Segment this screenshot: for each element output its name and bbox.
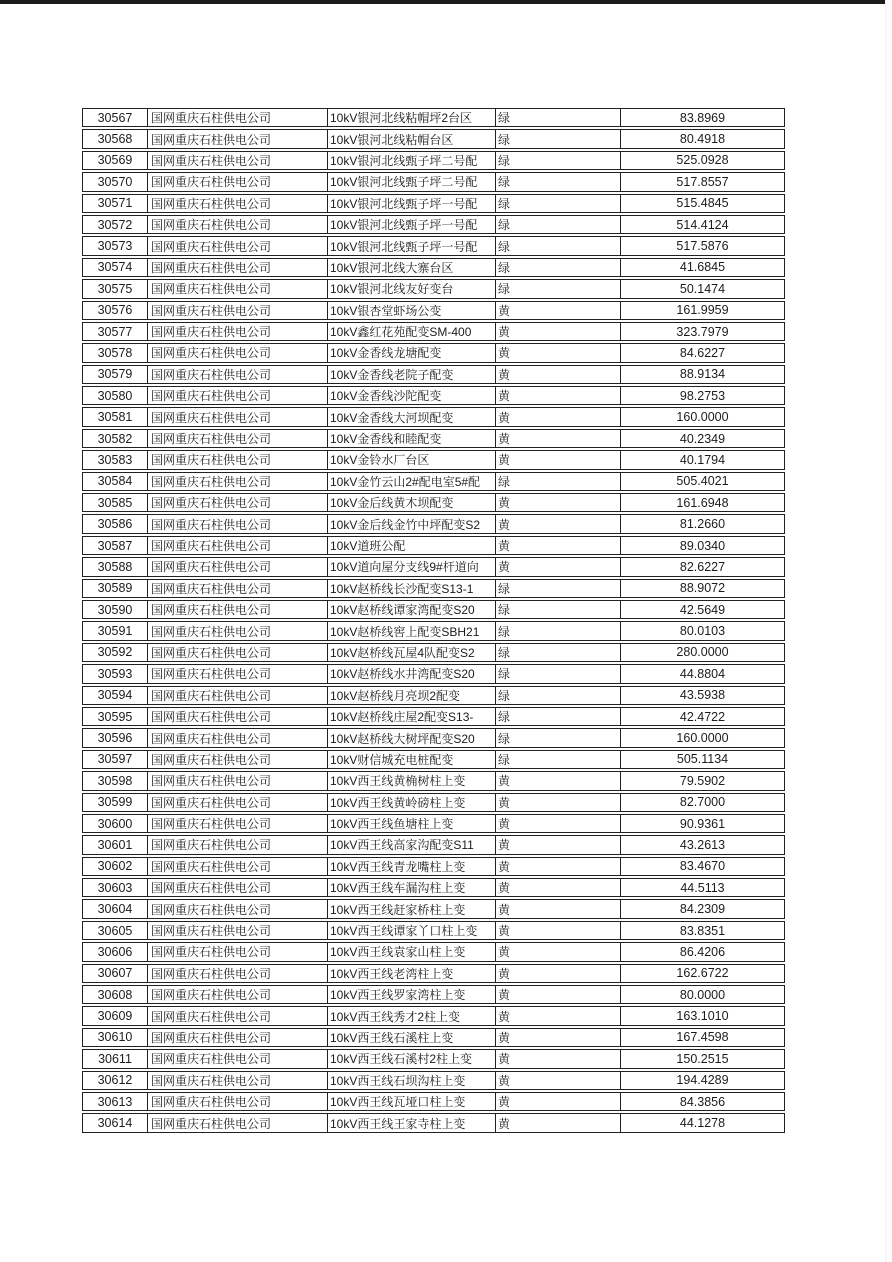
cell-status: 黄 bbox=[495, 451, 620, 468]
cell-value: 50.1474 bbox=[620, 280, 784, 297]
cell-id: 30571 bbox=[97, 196, 133, 211]
cell-status: 黄 bbox=[495, 1029, 620, 1046]
cell-company: 国网重庆石柱供电公司 bbox=[147, 473, 327, 490]
table-row bbox=[82, 493, 785, 512]
cell-status: 黄 bbox=[495, 815, 620, 832]
cell-line-name: 10kV道向屋分支线9#杆道向 bbox=[327, 558, 495, 575]
cell-line-name: 10kV西王线赶家桥柱上变 bbox=[327, 900, 495, 917]
cell-value: 44.8804 bbox=[620, 665, 784, 682]
table-row bbox=[82, 750, 785, 769]
cell-status: 绿 bbox=[495, 644, 620, 661]
cell-line-name: 10kV银河北线甄子坪二号配 bbox=[327, 173, 495, 190]
cell-company: 国网重庆石柱供电公司 bbox=[147, 302, 327, 319]
cell-value: 517.5876 bbox=[620, 237, 784, 254]
cell-company: 国网重庆石柱供电公司 bbox=[147, 130, 327, 147]
table-row bbox=[82, 407, 785, 426]
table-row bbox=[82, 643, 785, 662]
cell-id: 30591 bbox=[97, 624, 133, 639]
cell-company: 国网重庆石柱供电公司 bbox=[147, 986, 327, 1003]
cell-line-name: 10kV西王线王家寺柱上变 bbox=[327, 1114, 495, 1131]
cell-company: 国网重庆石柱供电公司 bbox=[147, 772, 327, 789]
cell-company: 国网重庆石柱供电公司 bbox=[147, 922, 327, 939]
table-row bbox=[82, 878, 785, 897]
cell-id: 30570 bbox=[97, 174, 133, 189]
cell-company: 国网重庆石柱供电公司 bbox=[147, 879, 327, 896]
cell-id: 30590 bbox=[97, 602, 133, 617]
cell-line-name: 10kV银河北线甄子坪一号配 bbox=[327, 237, 495, 254]
cell-id: 30586 bbox=[97, 517, 133, 532]
cell-value: 44.5113 bbox=[620, 879, 784, 896]
cell-value: 323.7979 bbox=[620, 323, 784, 340]
cell-line-name: 10kV金香线大河坝配变 bbox=[327, 408, 495, 425]
cell-company: 国网重庆石柱供电公司 bbox=[147, 323, 327, 340]
cell-id: 30580 bbox=[97, 388, 133, 403]
cell-line-name: 10kV金铃水厂台区 bbox=[327, 451, 495, 468]
cell-id: 30612 bbox=[97, 1073, 133, 1088]
cell-line-name: 10kV金香线龙塘配变 bbox=[327, 344, 495, 361]
cell-value: 79.5902 bbox=[620, 772, 784, 789]
cell-id: 30596 bbox=[97, 731, 133, 746]
table-row bbox=[82, 600, 785, 619]
table-row bbox=[82, 386, 785, 405]
cell-company: 国网重庆石柱供电公司 bbox=[147, 387, 327, 404]
cell-line-name: 10kV西王线瓦垭口柱上变 bbox=[327, 1093, 495, 1110]
cell-status: 黄 bbox=[495, 922, 620, 939]
cell-id: 30567 bbox=[97, 110, 133, 125]
cell-status: 黄 bbox=[495, 943, 620, 960]
cell-value: 80.4918 bbox=[620, 130, 784, 147]
cell-line-name: 10kV银河北线大寨台区 bbox=[327, 259, 495, 276]
cell-line-name: 10kV西王线黄桷树柱上变 bbox=[327, 772, 495, 789]
table-row bbox=[82, 258, 785, 277]
cell-status: 绿 bbox=[495, 580, 620, 597]
cell-line-name: 10kV银河北线友好变台 bbox=[327, 280, 495, 297]
cell-company: 国网重庆石柱供电公司 bbox=[147, 601, 327, 618]
cell-id: 30588 bbox=[97, 559, 133, 574]
cell-id: 30602 bbox=[97, 859, 133, 874]
cell-line-name: 10kV西王线秀才2柱上变 bbox=[327, 1007, 495, 1024]
cell-company: 国网重庆石柱供电公司 bbox=[147, 622, 327, 639]
cell-status: 黄 bbox=[495, 1050, 620, 1067]
table-row bbox=[82, 514, 785, 533]
cell-line-name: 10kV西王线石溪柱上变 bbox=[327, 1029, 495, 1046]
cell-value: 84.2309 bbox=[620, 900, 784, 917]
cell-id: 30577 bbox=[97, 324, 133, 339]
cell-id: 30601 bbox=[97, 837, 133, 852]
cell-id: 30592 bbox=[97, 645, 133, 660]
cell-company: 国网重庆石柱供电公司 bbox=[147, 1072, 327, 1089]
cell-line-name: 10kV银河北线甄子坪一号配 bbox=[327, 216, 495, 233]
cell-status: 黄 bbox=[495, 858, 620, 875]
cell-value: 42.4722 bbox=[620, 708, 784, 725]
cell-id: 30598 bbox=[97, 773, 133, 788]
cell-line-name: 10kV赵桥线瓦屋4队配变S2 bbox=[327, 644, 495, 661]
cell-status: 绿 bbox=[495, 280, 620, 297]
cell-id: 30574 bbox=[97, 260, 133, 275]
cell-company: 国网重庆石柱供电公司 bbox=[147, 494, 327, 511]
cell-value: 43.5938 bbox=[620, 687, 784, 704]
cell-line-name: 10kV鑫红花苑配变SM-400 bbox=[327, 323, 495, 340]
cell-value: 90.9361 bbox=[620, 815, 784, 832]
table-row bbox=[82, 814, 785, 833]
cell-company: 国网重庆石柱供电公司 bbox=[147, 836, 327, 853]
cell-line-name: 10kV西王线车漏沟柱上变 bbox=[327, 879, 495, 896]
cell-status: 绿 bbox=[495, 237, 620, 254]
cell-id: 30600 bbox=[97, 816, 133, 831]
cell-id: 30569 bbox=[97, 153, 133, 168]
cell-line-name: 10kV西王线罗家湾柱上变 bbox=[327, 986, 495, 1003]
cell-id: 30613 bbox=[97, 1094, 133, 1109]
table-row bbox=[82, 899, 785, 918]
cell-line-name: 10kV银杏堂虾场公变 bbox=[327, 302, 495, 319]
cell-id: 30605 bbox=[97, 923, 133, 938]
cell-line-name: 10kV金香线老院子配变 bbox=[327, 366, 495, 383]
cell-status: 黄 bbox=[495, 986, 620, 1003]
cell-id: 30584 bbox=[97, 474, 133, 489]
table-row bbox=[82, 172, 785, 191]
cell-line-name: 10kV银河北线甄子坪二号配 bbox=[327, 152, 495, 169]
cell-status: 黄 bbox=[495, 1072, 620, 1089]
cell-id: 30578 bbox=[97, 345, 133, 360]
cell-company: 国网重庆石柱供电公司 bbox=[147, 515, 327, 532]
cell-company: 国网重庆石柱供电公司 bbox=[147, 794, 327, 811]
cell-id: 30606 bbox=[97, 944, 133, 959]
table-row bbox=[82, 921, 785, 940]
table-row bbox=[82, 236, 785, 255]
cell-company: 国网重庆石柱供电公司 bbox=[147, 858, 327, 875]
table-row bbox=[82, 343, 785, 362]
cell-id: 30608 bbox=[97, 987, 133, 1002]
cell-company: 国网重庆石柱供电公司 bbox=[147, 1050, 327, 1067]
cell-value: 86.4206 bbox=[620, 943, 784, 960]
cell-status: 绿 bbox=[495, 195, 620, 212]
cell-value: 88.9134 bbox=[620, 366, 784, 383]
cell-line-name: 10kV道班公配 bbox=[327, 537, 495, 554]
cell-status: 黄 bbox=[495, 879, 620, 896]
cell-status: 黄 bbox=[495, 1093, 620, 1110]
cell-line-name: 10kV赵桥线庄屋2配变S13- bbox=[327, 708, 495, 725]
cell-line-name: 10kV西王线谭家丫口柱上变 bbox=[327, 922, 495, 939]
cell-company: 国网重庆石柱供电公司 bbox=[147, 687, 327, 704]
cell-status: 黄 bbox=[495, 494, 620, 511]
cell-id: 30589 bbox=[97, 581, 133, 596]
cell-line-name: 10kV银河北线甄子坪一号配 bbox=[327, 195, 495, 212]
cell-company: 国网重庆石柱供电公司 bbox=[147, 344, 327, 361]
cell-status: 绿 bbox=[495, 259, 620, 276]
cell-value: 88.9072 bbox=[620, 580, 784, 597]
cell-line-name: 10kV财信城充电桩配变 bbox=[327, 751, 495, 768]
cell-value: 505.4021 bbox=[620, 473, 784, 490]
cell-company: 国网重庆石柱供电公司 bbox=[147, 965, 327, 982]
cell-company: 国网重庆石柱供电公司 bbox=[147, 1007, 327, 1024]
cell-id: 30579 bbox=[97, 367, 133, 382]
cell-value: 83.8969 bbox=[620, 109, 784, 126]
cell-value: 150.2515 bbox=[620, 1050, 784, 1067]
table-row bbox=[82, 793, 785, 812]
cell-status: 黄 bbox=[495, 387, 620, 404]
cell-company: 国网重庆石柱供电公司 bbox=[147, 708, 327, 725]
table-row bbox=[82, 450, 785, 469]
cell-company: 国网重庆石柱供电公司 bbox=[147, 537, 327, 554]
cell-id: 30599 bbox=[97, 795, 133, 810]
cell-id: 30607 bbox=[97, 966, 133, 981]
cell-line-name: 10kV金竹云山2#配电室5#配 bbox=[327, 473, 495, 490]
cell-company: 国网重庆石柱供电公司 bbox=[147, 173, 327, 190]
cell-value: 83.4670 bbox=[620, 858, 784, 875]
table-row bbox=[82, 1049, 785, 1068]
cell-company: 国网重庆石柱供电公司 bbox=[147, 152, 327, 169]
cell-value: 280.0000 bbox=[620, 644, 784, 661]
table-row bbox=[82, 707, 785, 726]
cell-company: 国网重庆石柱供电公司 bbox=[147, 943, 327, 960]
top-edge-bar bbox=[0, 0, 892, 4]
cell-value: 43.2613 bbox=[620, 836, 784, 853]
cell-value: 83.8351 bbox=[620, 922, 784, 939]
cell-line-name: 10kV赵桥线谭家湾配变S20 bbox=[327, 601, 495, 618]
table-row bbox=[82, 108, 785, 127]
cell-company: 国网重庆石柱供电公司 bbox=[147, 729, 327, 746]
cell-id: 30581 bbox=[97, 410, 133, 425]
cell-status: 黄 bbox=[495, 558, 620, 575]
cell-line-name: 10kV金后线黄木坝配变 bbox=[327, 494, 495, 511]
cell-value: 162.6722 bbox=[620, 965, 784, 982]
cell-company: 国网重庆石柱供电公司 bbox=[147, 408, 327, 425]
cell-value: 40.1794 bbox=[620, 451, 784, 468]
cell-id: 30576 bbox=[97, 303, 133, 318]
table-row bbox=[82, 365, 785, 384]
table-row bbox=[82, 964, 785, 983]
cell-id: 30595 bbox=[97, 709, 133, 724]
cell-status: 黄 bbox=[495, 302, 620, 319]
cell-value: 515.4845 bbox=[620, 195, 784, 212]
table-row bbox=[82, 1028, 785, 1047]
cell-id: 30597 bbox=[97, 752, 133, 767]
table-row bbox=[82, 835, 785, 854]
cell-status: 绿 bbox=[495, 622, 620, 639]
cell-company: 国网重庆石柱供电公司 bbox=[147, 815, 327, 832]
cell-status: 黄 bbox=[495, 900, 620, 917]
cell-status: 绿 bbox=[495, 687, 620, 704]
cell-value: 82.6227 bbox=[620, 558, 784, 575]
table-row bbox=[82, 194, 785, 213]
cell-status: 绿 bbox=[495, 173, 620, 190]
table-row bbox=[82, 1006, 785, 1025]
cell-value: 42.5649 bbox=[620, 601, 784, 618]
cell-line-name: 10kV西王线袁家山柱上变 bbox=[327, 943, 495, 960]
cell-line-name: 10kV赵桥线长沙配变S13-1 bbox=[327, 580, 495, 597]
table-row bbox=[82, 1113, 785, 1132]
cell-id: 30568 bbox=[97, 132, 133, 147]
cell-company: 国网重庆石柱供电公司 bbox=[147, 366, 327, 383]
cell-status: 黄 bbox=[495, 515, 620, 532]
cell-value: 80.0103 bbox=[620, 622, 784, 639]
cell-value: 161.6948 bbox=[620, 494, 784, 511]
data-table bbox=[82, 108, 785, 1135]
cell-company: 国网重庆石柱供电公司 bbox=[147, 216, 327, 233]
cell-status: 黄 bbox=[495, 366, 620, 383]
table-row bbox=[82, 686, 785, 705]
cell-company: 国网重庆石柱供电公司 bbox=[147, 451, 327, 468]
table-row bbox=[82, 215, 785, 234]
cell-value: 81.2660 bbox=[620, 515, 784, 532]
cell-company: 国网重庆石柱供电公司 bbox=[147, 1093, 327, 1110]
cell-line-name: 10kV金后线金竹中坪配变S2 bbox=[327, 515, 495, 532]
cell-id: 30593 bbox=[97, 666, 133, 681]
table-row bbox=[82, 771, 785, 790]
table-row bbox=[82, 557, 785, 576]
cell-status: 绿 bbox=[495, 665, 620, 682]
cell-line-name: 10kV赵桥线大树坪配变S20 bbox=[327, 729, 495, 746]
cell-id: 30611 bbox=[98, 1051, 132, 1066]
cell-status: 黄 bbox=[495, 430, 620, 447]
cell-company: 国网重庆石柱供电公司 bbox=[147, 237, 327, 254]
cell-value: 44.1278 bbox=[620, 1114, 784, 1131]
cell-company: 国网重庆石柱供电公司 bbox=[147, 1029, 327, 1046]
cell-value: 160.0000 bbox=[620, 408, 784, 425]
table-row bbox=[82, 151, 785, 170]
table-row bbox=[82, 1071, 785, 1090]
table-row bbox=[82, 857, 785, 876]
cell-status: 黄 bbox=[495, 537, 620, 554]
cell-company: 国网重庆石柱供电公司 bbox=[147, 580, 327, 597]
cell-value: 514.4124 bbox=[620, 216, 784, 233]
cell-status: 绿 bbox=[495, 130, 620, 147]
cell-status: 绿 bbox=[495, 729, 620, 746]
cell-line-name: 10kV西王线石坝沟柱上变 bbox=[327, 1072, 495, 1089]
cell-status: 黄 bbox=[495, 1007, 620, 1024]
cell-value: 525.0928 bbox=[620, 152, 784, 169]
cell-status: 绿 bbox=[495, 601, 620, 618]
cell-line-name: 10kV赵桥线月亮坝2配变 bbox=[327, 687, 495, 704]
cell-company: 国网重庆石柱供电公司 bbox=[147, 259, 327, 276]
table-row bbox=[82, 985, 785, 1004]
cell-value: 167.4598 bbox=[620, 1029, 784, 1046]
table-row bbox=[82, 279, 785, 298]
cell-line-name: 10kV西王线黄岭磅柱上变 bbox=[327, 794, 495, 811]
cell-value: 41.6845 bbox=[620, 259, 784, 276]
cell-id: 30594 bbox=[97, 688, 133, 703]
cell-value: 98.2753 bbox=[620, 387, 784, 404]
right-edge-shade bbox=[885, 0, 892, 1262]
cell-company: 国网重庆石柱供电公司 bbox=[147, 430, 327, 447]
cell-id: 30610 bbox=[97, 1030, 133, 1045]
cell-company: 国网重庆石柱供电公司 bbox=[147, 195, 327, 212]
cell-id: 30585 bbox=[97, 495, 133, 510]
cell-status: 黄 bbox=[495, 772, 620, 789]
cell-line-name: 10kV赵桥线水井湾配变S20 bbox=[327, 665, 495, 682]
cell-status: 绿 bbox=[495, 152, 620, 169]
cell-value: 517.8557 bbox=[620, 173, 784, 190]
cell-id: 30575 bbox=[97, 281, 133, 296]
cell-id: 30614 bbox=[97, 1116, 133, 1131]
table-row bbox=[82, 301, 785, 320]
cell-line-name: 10kV金香线沙陀配变 bbox=[327, 387, 495, 404]
cell-status: 黄 bbox=[495, 836, 620, 853]
table-row bbox=[82, 536, 785, 555]
table-row bbox=[82, 1092, 785, 1111]
cell-company: 国网重庆石柱供电公司 bbox=[147, 558, 327, 575]
cell-value: 163.1010 bbox=[620, 1007, 784, 1024]
cell-id: 30604 bbox=[97, 902, 133, 917]
cell-company: 国网重庆石柱供电公司 bbox=[147, 1114, 327, 1131]
cell-value: 40.2349 bbox=[620, 430, 784, 447]
cell-company: 国网重庆石柱供电公司 bbox=[147, 665, 327, 682]
cell-value: 160.0000 bbox=[620, 729, 784, 746]
table-row bbox=[82, 728, 785, 747]
table-row bbox=[82, 942, 785, 961]
cell-line-name: 10kV西王线石溪村2柱上变 bbox=[327, 1050, 495, 1067]
table-row bbox=[82, 129, 785, 148]
cell-company: 国网重庆石柱供电公司 bbox=[147, 109, 327, 126]
cell-status: 绿 bbox=[495, 708, 620, 725]
cell-line-name: 10kV西王线老湾柱上变 bbox=[327, 965, 495, 982]
cell-id: 30609 bbox=[97, 1009, 133, 1024]
cell-line-name: 10kV西王线青龙嘴柱上变 bbox=[327, 858, 495, 875]
cell-status: 黄 bbox=[495, 344, 620, 361]
cell-value: 80.0000 bbox=[620, 986, 784, 1003]
cell-company: 国网重庆石柱供电公司 bbox=[147, 644, 327, 661]
cell-status: 绿 bbox=[495, 216, 620, 233]
cell-status: 黄 bbox=[495, 323, 620, 340]
cell-line-name: 10kV西王线鱼塘柱上变 bbox=[327, 815, 495, 832]
cell-company: 国网重庆石柱供电公司 bbox=[147, 751, 327, 768]
cell-id: 30573 bbox=[97, 239, 133, 254]
cell-line-name: 10kV赵桥线窖上配变SBH21 bbox=[327, 622, 495, 639]
cell-line-name: 10kV银河北线粘帽台区 bbox=[327, 130, 495, 147]
cell-value: 84.3856 bbox=[620, 1093, 784, 1110]
cell-id: 30572 bbox=[97, 217, 133, 232]
cell-value: 89.0340 bbox=[620, 537, 784, 554]
cell-value: 161.9959 bbox=[620, 302, 784, 319]
cell-status: 绿 bbox=[495, 751, 620, 768]
cell-id: 30603 bbox=[97, 880, 133, 895]
cell-value: 194.4289 bbox=[620, 1072, 784, 1089]
cell-id: 30583 bbox=[97, 452, 133, 467]
cell-status: 绿 bbox=[495, 473, 620, 490]
cell-status: 黄 bbox=[495, 408, 620, 425]
cell-status: 黄 bbox=[495, 794, 620, 811]
cell-id: 30582 bbox=[97, 431, 133, 446]
cell-status: 黄 bbox=[495, 1114, 620, 1131]
table-row bbox=[82, 472, 785, 491]
table-row bbox=[82, 579, 785, 598]
table-row bbox=[82, 322, 785, 341]
table-row bbox=[82, 429, 785, 448]
cell-value: 505.1134 bbox=[620, 751, 784, 768]
cell-company: 国网重庆石柱供电公司 bbox=[147, 280, 327, 297]
cell-id: 30587 bbox=[97, 538, 133, 553]
cell-company: 国网重庆石柱供电公司 bbox=[147, 900, 327, 917]
cell-line-name: 10kV金香线和睦配变 bbox=[327, 430, 495, 447]
cell-value: 82.7000 bbox=[620, 794, 784, 811]
cell-line-name: 10kV银河北线粘帽坪2台区 bbox=[327, 109, 495, 126]
table-row bbox=[82, 664, 785, 683]
table-row bbox=[82, 621, 785, 640]
cell-status: 绿 bbox=[495, 109, 620, 126]
cell-value: 84.6227 bbox=[620, 344, 784, 361]
cell-status: 黄 bbox=[495, 965, 620, 982]
cell-line-name: 10kV西王线高家沟配变S11 bbox=[327, 836, 495, 853]
